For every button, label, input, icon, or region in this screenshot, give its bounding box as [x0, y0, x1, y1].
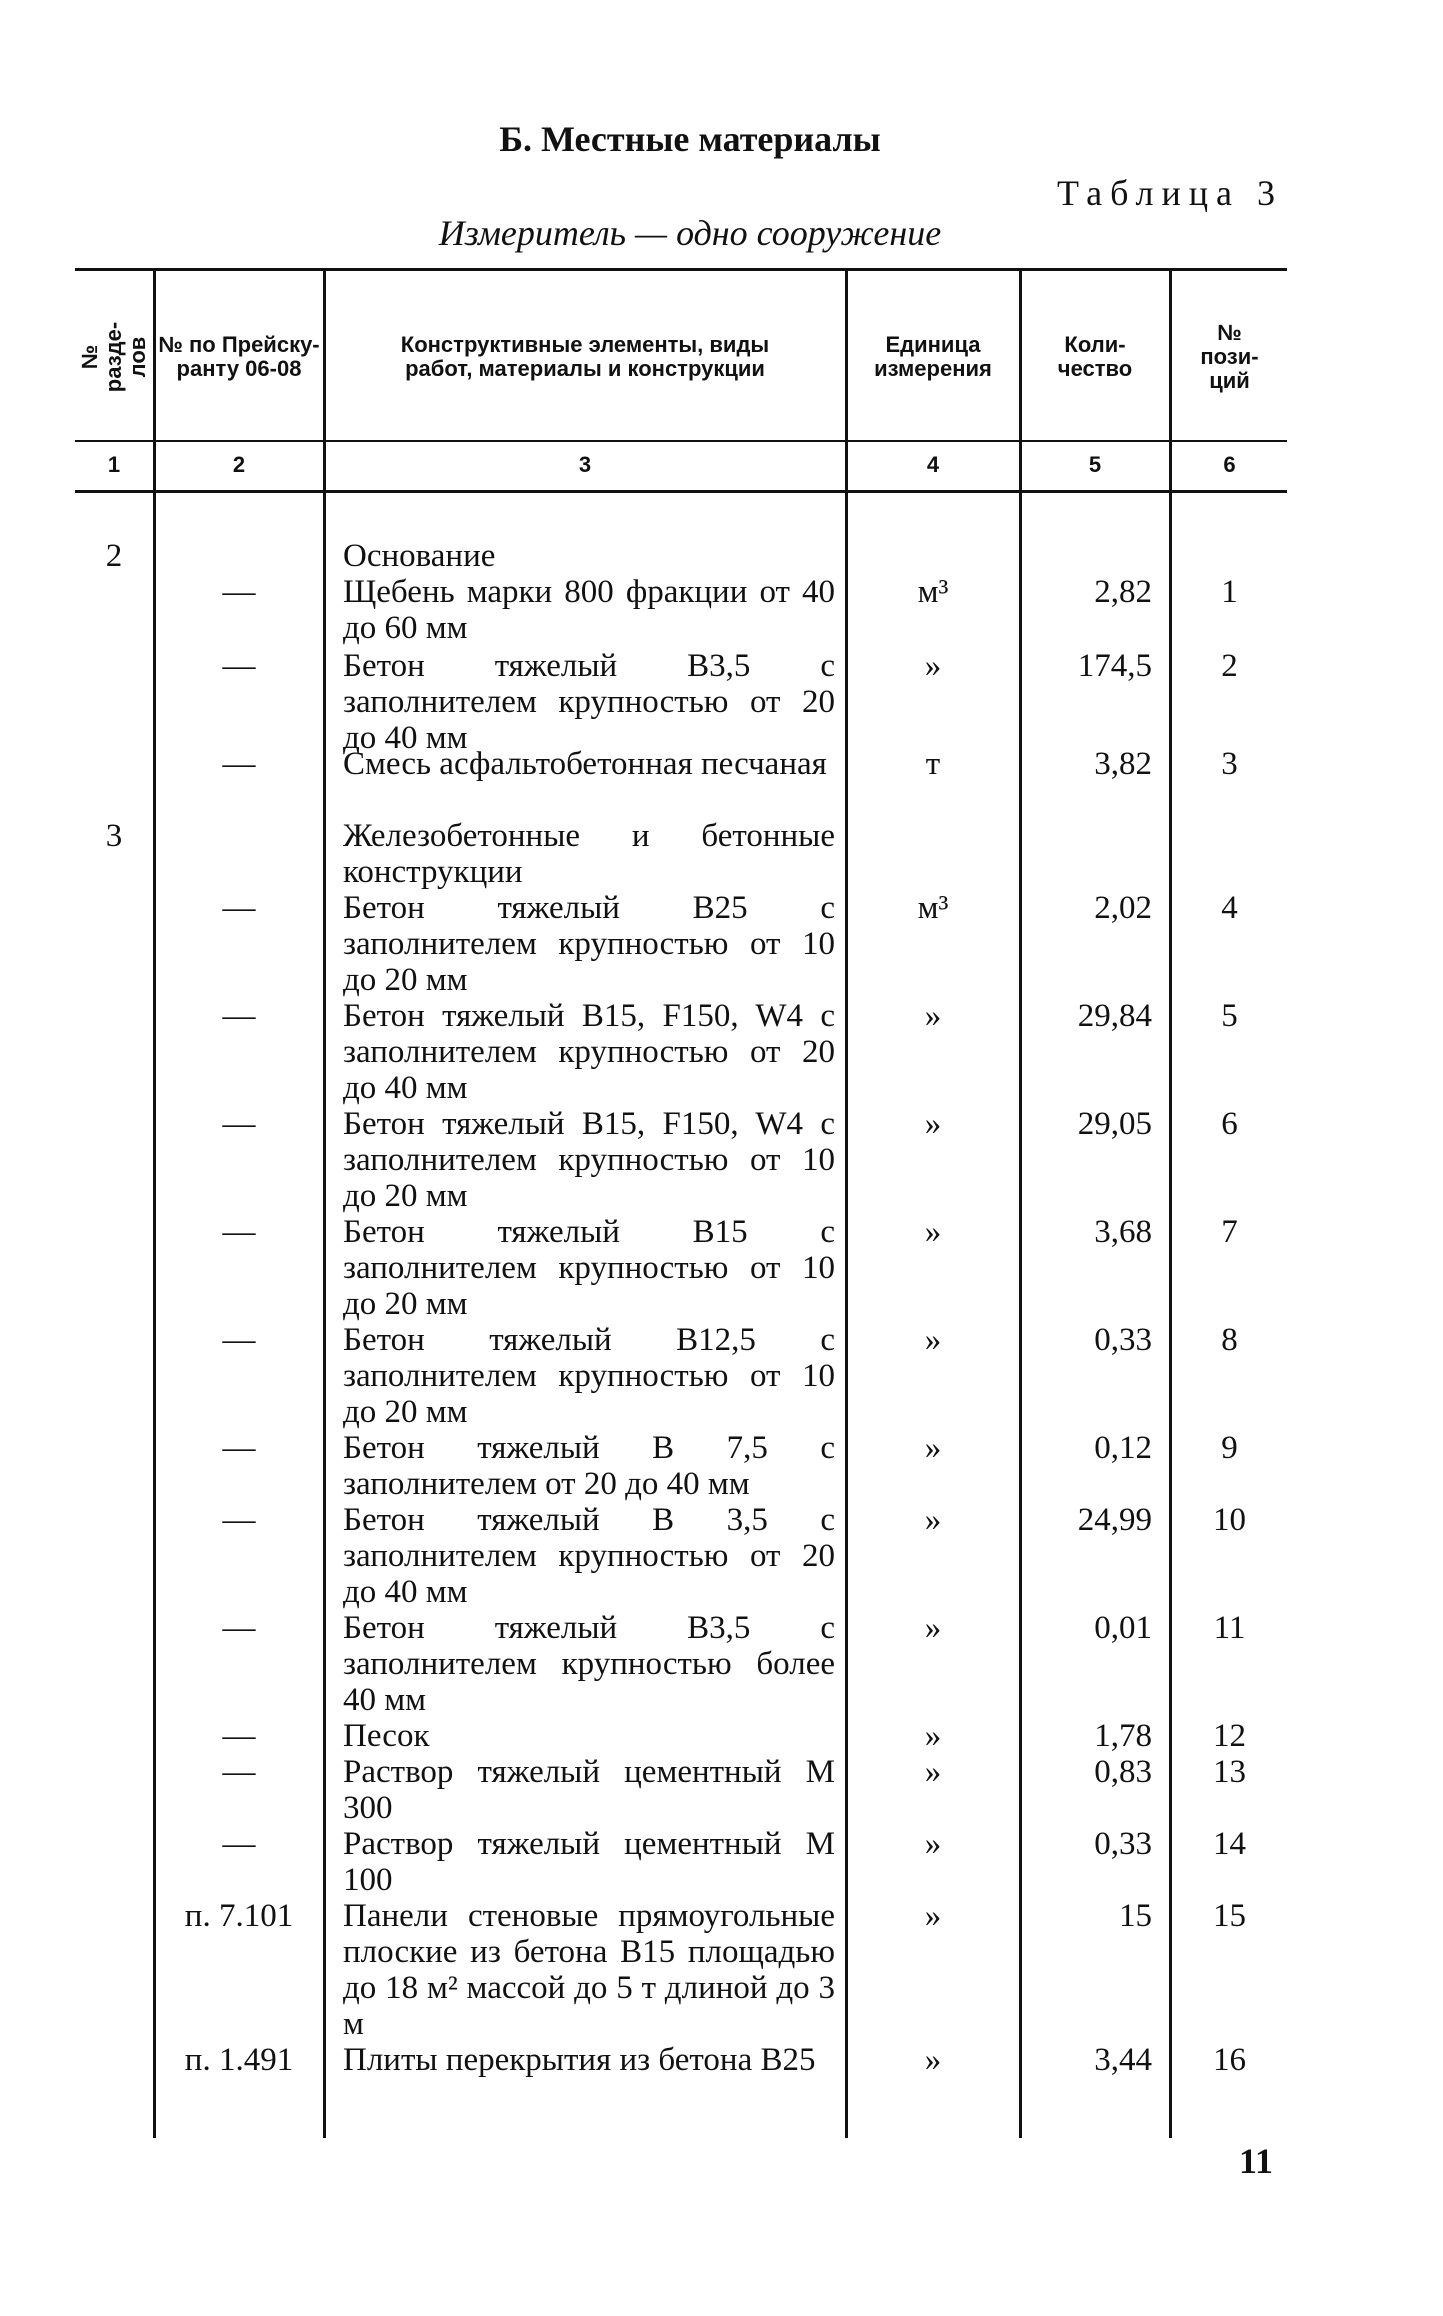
row-unit: »: [924, 648, 942, 684]
row-unit: »: [924, 1106, 942, 1142]
colnum-rule: [75, 490, 1287, 493]
row-price-ref: п. 7.101: [184, 1898, 294, 1934]
row-unit: »: [924, 1718, 942, 1754]
col-divider-2: [323, 268, 326, 2138]
row-quantity: 2,82: [1094, 574, 1152, 610]
col-num-3: 3: [578, 452, 592, 477]
section-title: Б. Местные материалы: [499, 119, 881, 159]
col-header-qty: [1022, 274, 1168, 440]
row-quantity: 0,83: [1094, 1754, 1152, 1790]
row-position: 15: [1213, 1898, 1246, 1934]
row-position: 4: [1221, 890, 1238, 926]
row-position: 12: [1213, 1718, 1246, 1754]
row-position: 11: [1213, 1610, 1246, 1646]
row-position: 3: [1221, 746, 1238, 782]
row-description: Бетон тяжелый В 3,5 с заполнителем крупностью от 20 до 40 мм: [343, 1502, 835, 1610]
row-unit: »: [924, 1610, 942, 1646]
col-header-desc-label: Конструктивные элементы, виды работ, материалы и конструкции: [400, 332, 770, 381]
row-position: 7: [1221, 1214, 1238, 1250]
col-header-price: [156, 274, 322, 440]
row-description: Бетон тяжелый В15 с заполнителем крупностью от 10 до 20 мм: [343, 1214, 835, 1322]
row-section-number: 2: [105, 538, 123, 574]
row-unit: »: [924, 1430, 942, 1466]
row-quantity: 0,01: [1094, 1610, 1152, 1646]
row-unit: т: [925, 746, 941, 782]
row-description: Бетон тяжелый В15, F150, W4 с заполнителем крупностью от 20 до 40 мм: [343, 998, 835, 1106]
row-price-ref: —: [222, 1754, 256, 1790]
row-price-ref: —: [222, 746, 256, 782]
col-header-section: [75, 274, 153, 440]
row-description: Щебень марки 800 фракции от 40 до 60 мм: [343, 574, 835, 646]
col-num-5: 5: [1088, 452, 1102, 477]
col-header-price-label: № по Прейску-ранту 06-08: [158, 332, 320, 381]
row-unit: »: [924, 1502, 942, 1538]
table-label: Таблица 3: [1057, 173, 1283, 213]
row-price-ref: —: [222, 1430, 256, 1466]
row-description: Бетон тяжелый В25 с заполнителем крупностью от 10 до 20 мм: [343, 890, 835, 998]
row-price-ref: —: [222, 1718, 256, 1754]
row-price-ref: —: [222, 998, 256, 1034]
row-description: Бетон тяжелый В12,5 с заполнителем крупностью от 10 до 20 мм: [343, 1322, 835, 1430]
materials-table: [75, 268, 1287, 2138]
row-unit: »: [924, 1214, 942, 1250]
row-unit: »: [924, 1898, 942, 1934]
row-position: 9: [1221, 1430, 1238, 1466]
row-price-ref: —: [222, 1826, 256, 1862]
measure-caption: Измеритель — одно сооружение: [438, 213, 942, 253]
col-num-2: 2: [232, 452, 246, 477]
row-quantity: 15: [1119, 1898, 1152, 1934]
page-number: 11: [1238, 2141, 1273, 2181]
col-header-unit-label: Единица измерения: [874, 332, 992, 381]
row-quantity: 29,05: [1077, 1106, 1152, 1142]
row-position: 8: [1221, 1322, 1238, 1358]
row-quantity: 1,78: [1094, 1718, 1152, 1754]
row-price-ref: —: [222, 648, 256, 684]
col-num-6: 6: [1223, 452, 1236, 477]
row-price-ref: —: [222, 1106, 256, 1142]
col-header-pos: [1172, 274, 1287, 440]
row-price-ref: п. 1.491: [184, 2042, 294, 2078]
col-header-pos-label: № пози-ций: [1200, 320, 1259, 393]
row-quantity: 3,44: [1094, 2042, 1152, 2078]
row-position: 6: [1221, 1106, 1238, 1142]
row-position: 16: [1213, 2042, 1246, 2078]
row-unit: »: [924, 998, 942, 1034]
row-description: Бетон тяжелый В3,5 с заполнителем крупностью от 20 до 40 мм: [343, 648, 835, 756]
row-description: Песок: [343, 1718, 430, 1754]
col-num-4: 4: [926, 452, 940, 477]
col-header-section-label: № разде- лов: [77, 321, 150, 393]
row-position: 5: [1221, 998, 1238, 1034]
row-position: 14: [1213, 1826, 1246, 1862]
row-description: Бетон тяжелый В15, F150, W4 с заполнителем крупностью от 10 до 20 мм: [343, 1106, 835, 1214]
row-description: Панели стеновые прямоугольные плоские из бетона В15 площадью до 18 м² массой до 5 т длиной до 3 м: [343, 1898, 835, 2042]
row-quantity: 3,82: [1094, 746, 1152, 782]
row-description: Бетон тяжелый В 7,5 с заполнителем от 20 до 40 мм: [343, 1430, 835, 1502]
row-quantity: 0,12: [1094, 1430, 1152, 1466]
row-description: Бетон тяжелый В3,5 с заполнителем крупностью более 40 мм: [343, 1610, 835, 1718]
row-section-number: 3: [105, 818, 123, 854]
row-unit: »: [924, 1754, 942, 1790]
row-quantity: 2,02: [1094, 890, 1152, 926]
row-price-ref: —: [222, 1502, 256, 1538]
row-unit: »: [924, 1322, 942, 1358]
table-top-rule: [75, 268, 1287, 271]
row-quantity: 3,68: [1094, 1214, 1152, 1250]
row-quantity: 174,5: [1077, 648, 1152, 684]
row-description: Раствор тяжелый цементный М 100: [343, 1826, 835, 1898]
col-header-desc: [326, 274, 844, 440]
row-price-ref: —: [222, 890, 256, 926]
row-position: 10: [1213, 1502, 1246, 1538]
row-quantity: 0,33: [1094, 1826, 1152, 1862]
row-unit: м³: [917, 574, 949, 610]
col-num-1: 1: [107, 452, 121, 477]
col-header-unit: [848, 274, 1018, 440]
row-quantity: 0,33: [1094, 1322, 1152, 1358]
row-description: Плиты перекрытия из бетона В25: [343, 2042, 816, 2078]
row-description: Раствор тяжелый цементный М 300: [343, 1754, 835, 1826]
row-unit: »: [924, 2042, 942, 2078]
row-price-ref: —: [222, 574, 256, 610]
row-position: 2: [1221, 648, 1238, 684]
row-unit: »: [924, 1826, 942, 1862]
row-price-ref: —: [222, 1214, 256, 1250]
row-position: 13: [1213, 1754, 1246, 1790]
row-position: 1: [1221, 574, 1238, 610]
row-description: Смесь асфальтобетонная песчаная: [343, 746, 827, 782]
row-quantity: 24,99: [1077, 1502, 1152, 1538]
row-unit: м³: [917, 890, 949, 926]
header-rule: [75, 440, 1287, 442]
row-description: Основание: [343, 538, 496, 574]
row-quantity: 29,84: [1077, 998, 1152, 1034]
row-description: Железобетонные и бетонные конструкции: [343, 818, 835, 890]
row-price-ref: —: [222, 1610, 256, 1646]
row-price-ref: —: [222, 1322, 256, 1358]
col-header-qty-label: Коли-чество: [1057, 332, 1133, 381]
